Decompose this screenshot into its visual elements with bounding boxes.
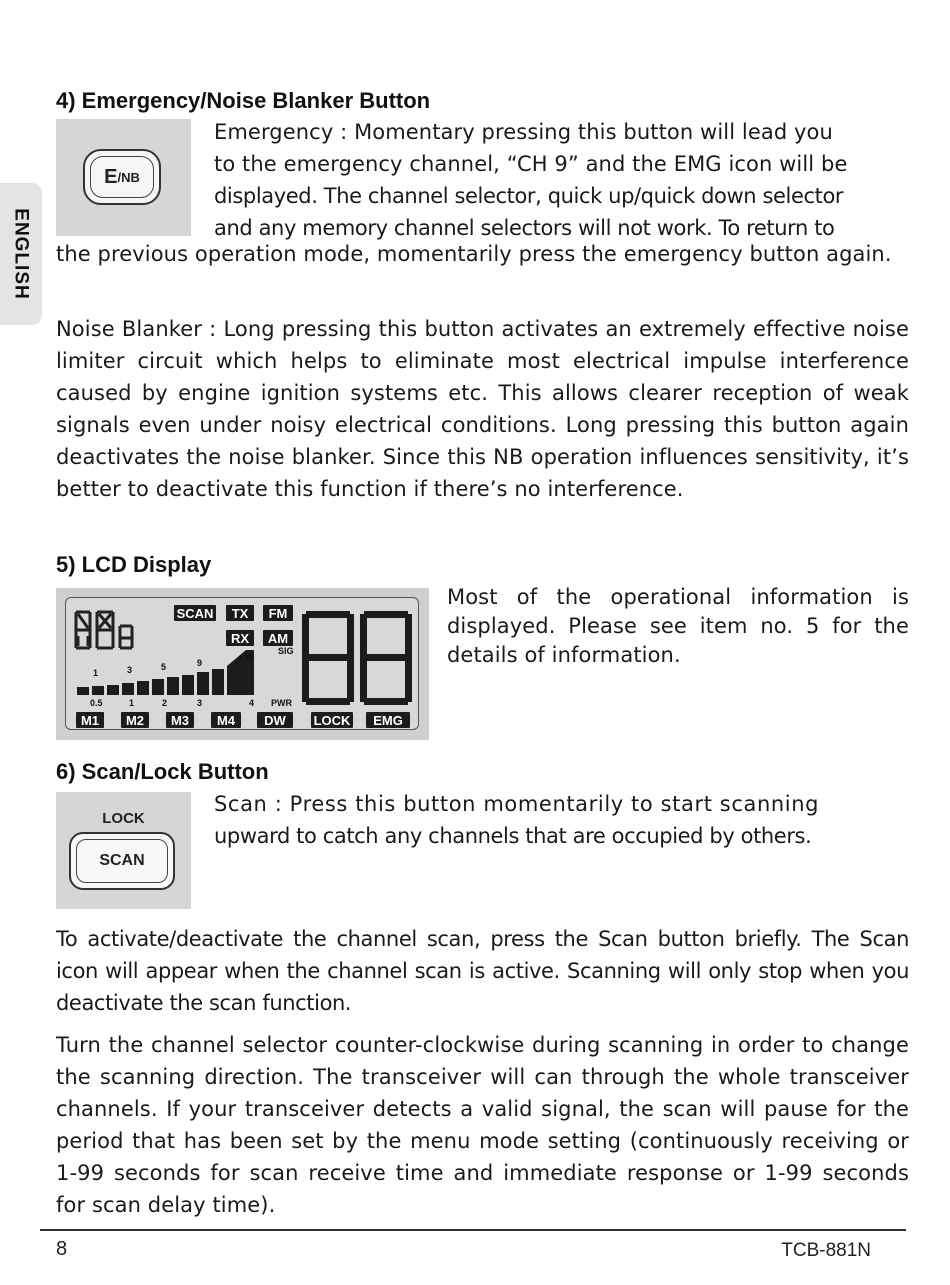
model-number: TCB-881N [781,1240,871,1261]
lcd-tag-m4: M4 [211,712,241,728]
page-number: 8 [56,1238,68,1260]
lcd-tag-lock: LOCK [311,712,353,728]
scan-paragraph-2: Turn the channel selector counter-clockwise during scanning in order to change the scanning direction. The transceiver will can through the whole transceiver channels. If your transceiver detects a valid signal, the scan will pause for the period that has been set by the menu mode setting (continuously receiving or 1-99 seconds for scan receive time and immediate response or 1-99 seconds for scan delay time). [56,1033,909,1217]
emergency-line-4: and any memory channel selectors will not work. To return to [214,216,835,240]
scan-button-image [56,792,191,909]
lcd-tag-scan: SCAN [174,605,216,621]
scan-paragraph-1: To activate/deactivate the channel scan, press the Scan button briefly. The Scan icon will appear when the channel scan is active. Scanning will only stop when you deactivate the scan function. [56,927,909,1015]
emergency-heading: 4) Emergency/Noise Blanker Button [56,88,431,113]
lcd-signal-bars [77,650,254,695]
emergency-button-label-nb: /NB [117,169,140,185]
emergency-button-outline [83,149,161,205]
lcd-description: Most of the operational information is displayed. Please see item no. 5 for the details of information. [447,585,909,667]
lcd-display-image [56,588,429,740]
lcd-tag-emg: EMG [366,712,410,728]
scale-top-5: 5 [161,662,167,672]
scale-bottom-1: 1 [129,698,135,708]
scale-top-9: 9 [197,658,203,668]
emergency-button-face [90,156,154,198]
scale-bottom-4: 4 [249,698,255,708]
scan-button-face: SCAN [76,839,168,883]
scale-bottom-0-5: 0.5 [90,698,103,708]
lcd-tag-am: AM [263,630,293,646]
scale-top-1: 1 [93,668,99,678]
lcd-small-digits [76,612,132,648]
emergency-line-3: displayed. The channel selector, quick up/quick down selector [214,184,844,208]
scale-top-plus30: +30 [238,653,254,663]
noise-blanker-paragraph: Noise Blanker : Long pressing this button activates an extremely effective noise limiter circuit which helps to eliminate most electrical impulse interference caused by engine ignition systems etc. This allows clearer reception of weak signals even under noisy electrical conditions. Long pressing this button again deactivates the noise blanker. Since this NB operation influences sensitivity, it’s better to deactivate this function if there’s no interference. [56,317,909,501]
footer-divider [40,1229,906,1231]
language-tab-label: ENGLISH [11,208,33,300]
scan-line-2: upward to catch any channels that are occupied by others. [214,824,812,848]
scan-button-outline [69,832,175,890]
scale-sig-label: SIG [278,646,294,656]
lcd-tag-rx: RX [226,630,254,646]
language-tab [0,183,42,325]
lcd-heading: 5) LCD Display [56,552,212,577]
emergency-line-1: Emergency : Momentary pressing this button will lead you [214,120,833,144]
lcd-tag-m2: M2 [121,712,149,728]
scale-top-3: 3 [127,665,133,675]
lcd-tag-m3: M3 [166,712,194,728]
lock-label: LOCK [102,810,145,827]
scale-bottom-3: 3 [197,698,203,708]
emergency-line-2: to the emergency channel, “CH 9” and the EMG icon will be [214,152,848,176]
lcd-tag-fm: FM [263,605,293,621]
scan-heading: 6) Scan/Lock Button [56,759,269,784]
lcd-tag-m1: M1 [76,712,104,728]
emergency-button-image [56,119,191,236]
lcd-tag-dw: DW [257,712,293,728]
lcd-panel [65,597,419,730]
scale-pwr-label: PWR [271,698,292,708]
emergency-button-label-e: E [104,165,118,188]
lcd-tag-tx: TX [226,605,254,621]
scan-line-1: Scan : Press this button momentarily to start scanning [214,792,820,816]
emergency-continuation: the previous operation mode, momentarily press the emergency button again. [56,242,892,266]
lcd-large-digits [302,611,412,705]
scale-bottom-2: 2 [162,698,168,708]
